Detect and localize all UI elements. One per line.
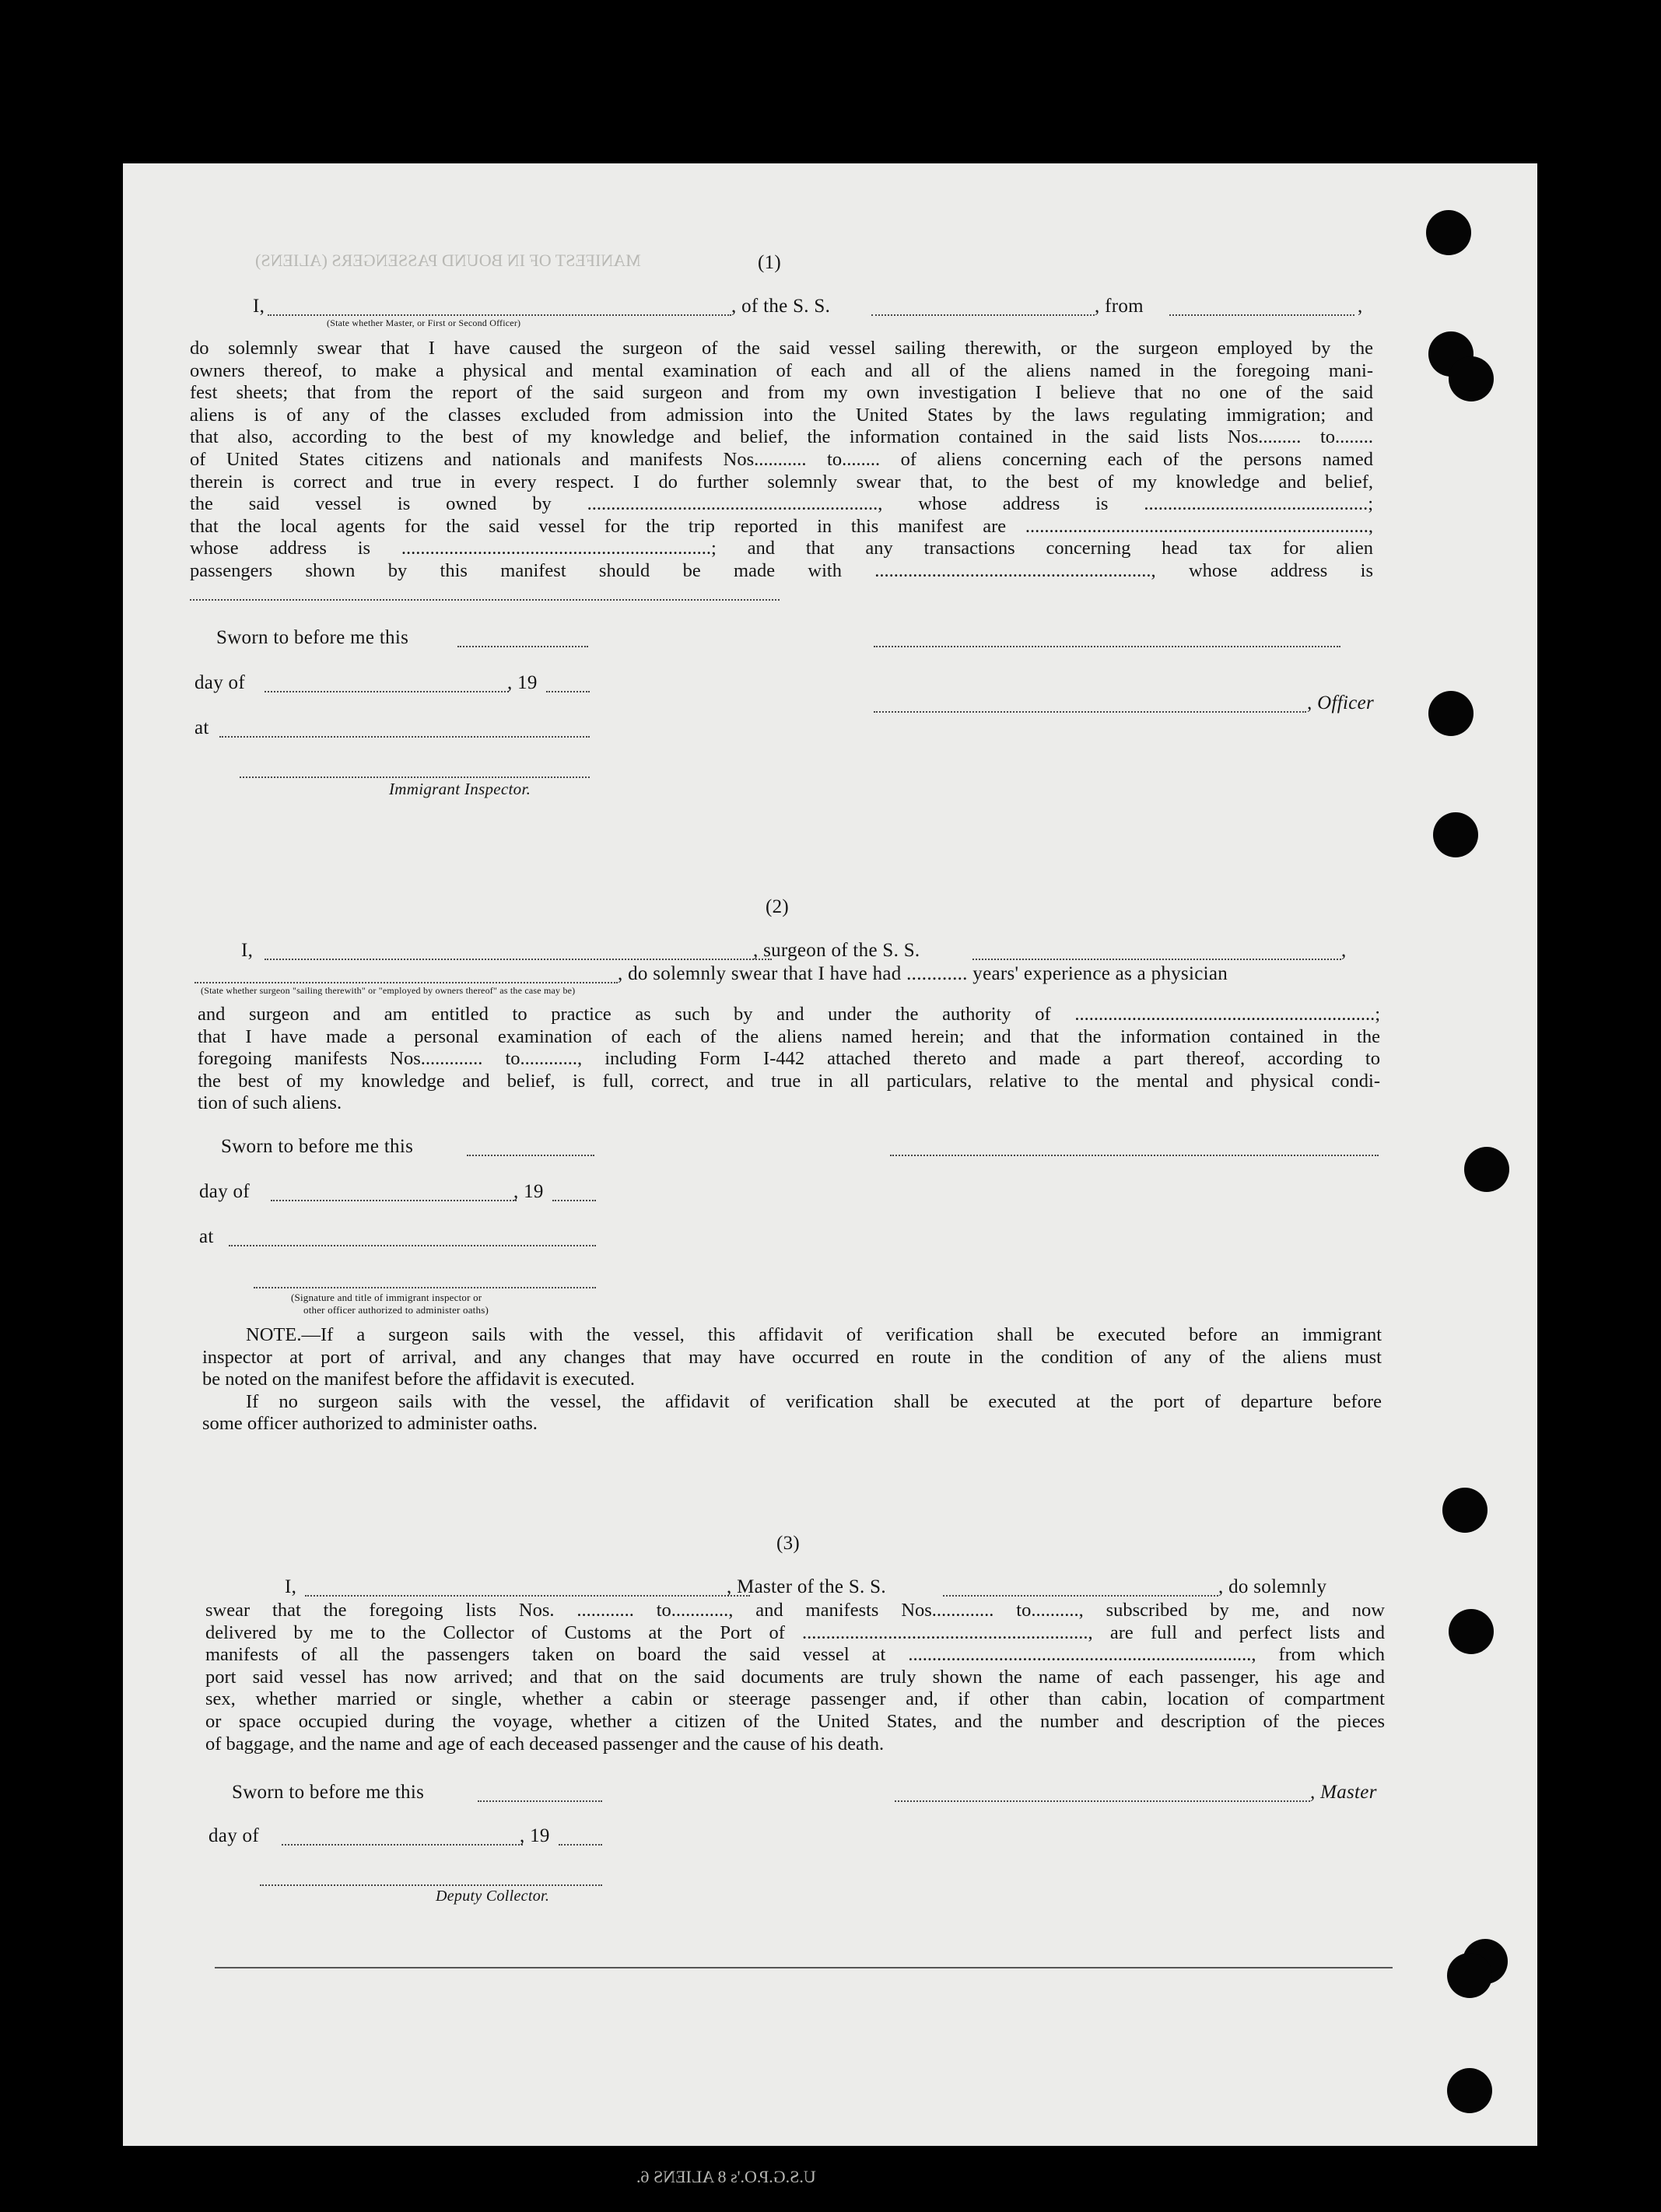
s1-officer-label: , Officer bbox=[1307, 692, 1375, 713]
s3-sworn-field[interactable] bbox=[478, 1800, 602, 1802]
s3-i-label: I, bbox=[285, 1576, 297, 1597]
s1-vessel-field[interactable] bbox=[871, 314, 1095, 316]
s2-note: NOTE.—If a surgeon sails with the vessel, this affidavit of verification shall be executed before an immigrant inspector at port of arrival, and any changes that may have occurred en route in the condition of any of the aliens must be noted on the manifest before the affidavit is executed. If no surgeon sails with the vessel, the affidavit of verification shall be executed at the port of departure before some officer authorized to administer oaths. bbox=[202, 1324, 1382, 1435]
s1-from-label: , from bbox=[1095, 296, 1144, 317]
s1-sworn-field[interactable] bbox=[457, 646, 588, 647]
s1-at-field[interactable] bbox=[219, 736, 590, 738]
s2-day-label: day of bbox=[199, 1181, 250, 1202]
punch-hole bbox=[1447, 2068, 1492, 2113]
s2-swear-label: , do solemnly swear that I have had ............ years' experience as a physician bbox=[618, 963, 1228, 984]
s1-inspector-line bbox=[240, 776, 590, 778]
s3-signature-field[interactable] bbox=[895, 1800, 1310, 1802]
s1-sworn-label: Sworn to before me this bbox=[216, 627, 409, 648]
s2-i-label: I, bbox=[241, 940, 254, 961]
s2-sig-caption-1: (Signature and title of immigrant inspector or bbox=[291, 1292, 482, 1303]
s3-year-label: , 19 bbox=[520, 1825, 550, 1846]
s2-signature-line bbox=[254, 1287, 596, 1288]
s2-surgeon-label: , surgeon of the S. S. bbox=[753, 940, 920, 961]
section-1-number: (1) bbox=[758, 252, 782, 273]
s3-collector-title: Deputy Collector. bbox=[436, 1888, 550, 1905]
s1-inspector-title: Immigrant Inspector. bbox=[389, 780, 531, 798]
s1-year-label: , 19 bbox=[507, 672, 538, 693]
section-2-number: (2) bbox=[766, 896, 790, 917]
footer-rule bbox=[215, 1967, 1393, 1968]
s2-signature-field[interactable] bbox=[890, 1155, 1379, 1156]
s1-year-field[interactable] bbox=[546, 691, 590, 692]
s2-oath-text: and surgeon and am entitled to practice as such by and under the authority of ...............................................................; that I have made a personal examination of each of the aliens named herein; and that the information contained in the foregoing manifests Nos............. to............, including Form I-442 attached thereto and made a part thereof, according to the best of my knowledge and belief, is full, correct, and true in all particulars, relative to the mental and physical condi- tion of such aliens. bbox=[198, 1004, 1380, 1114]
s1-comma: , bbox=[1358, 296, 1363, 317]
s2-field-caption: (State whether surgeon "sailing therewith" or "employed by owners thereof" as the case may be) bbox=[201, 985, 576, 996]
bleed-through-footer: U.S.G.P.O.'s 8 ALIENS 6. bbox=[636, 2167, 816, 2186]
s2-sworn-field[interactable] bbox=[467, 1155, 594, 1156]
s2-year-label: , 19 bbox=[513, 1181, 544, 1202]
s2-comma: , bbox=[1341, 940, 1347, 961]
s2-name-field[interactable] bbox=[265, 959, 772, 960]
s1-i-label: I, bbox=[253, 296, 265, 317]
s1-at-label: at bbox=[194, 717, 209, 738]
s2-at-label: at bbox=[199, 1226, 214, 1247]
s1-oath-text: do solemnly swear that I have caused the surgeon of the said vessel sailing therewith, or the surgeon employed by the owners thereof, to make a physical and mental examination of each and all of the aliens named in the foregoing mani- fest sheets; that from the report of the said surgeon and from my own investigation I believe that no one of the said aliens is of any of the classes excluded from admission into the United States by the laws regulating immigration; and that also, according to the best of my knowledge and belief, the information contained in the said lists Nos......... to........ of United States citizens and nationals and manifests Nos........... to........ of aliens concerning each of the persons named therein is correct and true in every respect. I do further solemnly swear that, to the best of my knowledge and belief, the said vessel is owned by ............................................................., whose address is ...............................................; that the local agents for the said vessel for the trip reported in this manifest are ........................................................................, whose address is .................................................................; and that any transactions concerning head tax for alien passengers shown by this manifest should be made with .........................................................., whose address is bbox=[190, 338, 1373, 581]
s3-master-label: , Master of the S. S. bbox=[727, 1576, 886, 1597]
s3-collector-line bbox=[260, 1884, 602, 1886]
s2-year-field[interactable] bbox=[552, 1200, 596, 1201]
punch-hole bbox=[1449, 356, 1494, 401]
punch-hole bbox=[1447, 1953, 1492, 1998]
punch-hole bbox=[1433, 812, 1478, 857]
s1-name-field[interactable] bbox=[268, 314, 731, 316]
s2-sworn-label: Sworn to before me this bbox=[221, 1136, 414, 1157]
punch-hole bbox=[1442, 1488, 1488, 1533]
bleed-through-header: MANIFEST OF IN BOUND PASSENGERS (ALIENS) bbox=[255, 251, 641, 270]
s3-oath-text: swear that the foregoing lists Nos. ............ to............, and manifests Nos............. to.........., subscribed by me, and now delivered by me to the Collector of Customs at the Port of ............................................................, are full and perfect lists and manifests of all the passengers taken on board the said vessel at ........................................................................, from which port said vessel has now arrived; and that on the said documents are truly shown the name of each passenger, his age and sex, whether married or single, whether a cabin or steerage passenger and, if other than cabin, location of compartment or space occupied during the voyage, whether a citizen of the United States, and the number and description of the pieces of baggage, and the name and age of each deceased passenger and the cause of his death. bbox=[205, 1600, 1385, 1755]
s3-solemnly-label: , do solemnly bbox=[1218, 1576, 1327, 1597]
s1-officer-field[interactable] bbox=[874, 711, 1306, 713]
s1-field-caption: (State whether Master, or First or Second Officer) bbox=[327, 317, 521, 328]
s2-at-field[interactable] bbox=[229, 1245, 596, 1246]
s1-of-ss-label: , of the S. S. bbox=[731, 296, 831, 317]
s2-sig-caption-2: other officer authorized to administer oaths) bbox=[303, 1304, 489, 1316]
s3-vessel-field[interactable] bbox=[943, 1595, 1218, 1597]
manifest-sheet bbox=[123, 163, 1537, 2186]
s1-from-field[interactable] bbox=[1169, 314, 1354, 316]
s3-year-field[interactable] bbox=[559, 1844, 602, 1846]
s3-master-title: , Master bbox=[1310, 1782, 1377, 1803]
section-3-number: (3) bbox=[776, 1533, 801, 1554]
s2-capacity-field[interactable] bbox=[194, 982, 618, 983]
s1-day-label: day of bbox=[194, 672, 245, 693]
s1-head-tax-address-field[interactable] bbox=[190, 599, 780, 601]
punch-hole bbox=[1428, 691, 1474, 736]
s3-sworn-label: Sworn to before me this bbox=[232, 1782, 425, 1803]
punch-hole bbox=[1449, 1609, 1494, 1654]
s2-vessel-field[interactable] bbox=[972, 959, 1341, 960]
punch-hole bbox=[1426, 210, 1471, 255]
s1-signature-field[interactable] bbox=[874, 646, 1340, 647]
s1-day-field[interactable] bbox=[265, 691, 509, 692]
s3-day-field[interactable] bbox=[282, 1844, 523, 1846]
s2-day-field[interactable] bbox=[271, 1200, 517, 1201]
punch-hole bbox=[1464, 1147, 1509, 1192]
s3-day-label: day of bbox=[209, 1825, 259, 1846]
s3-name-field[interactable] bbox=[305, 1595, 750, 1597]
